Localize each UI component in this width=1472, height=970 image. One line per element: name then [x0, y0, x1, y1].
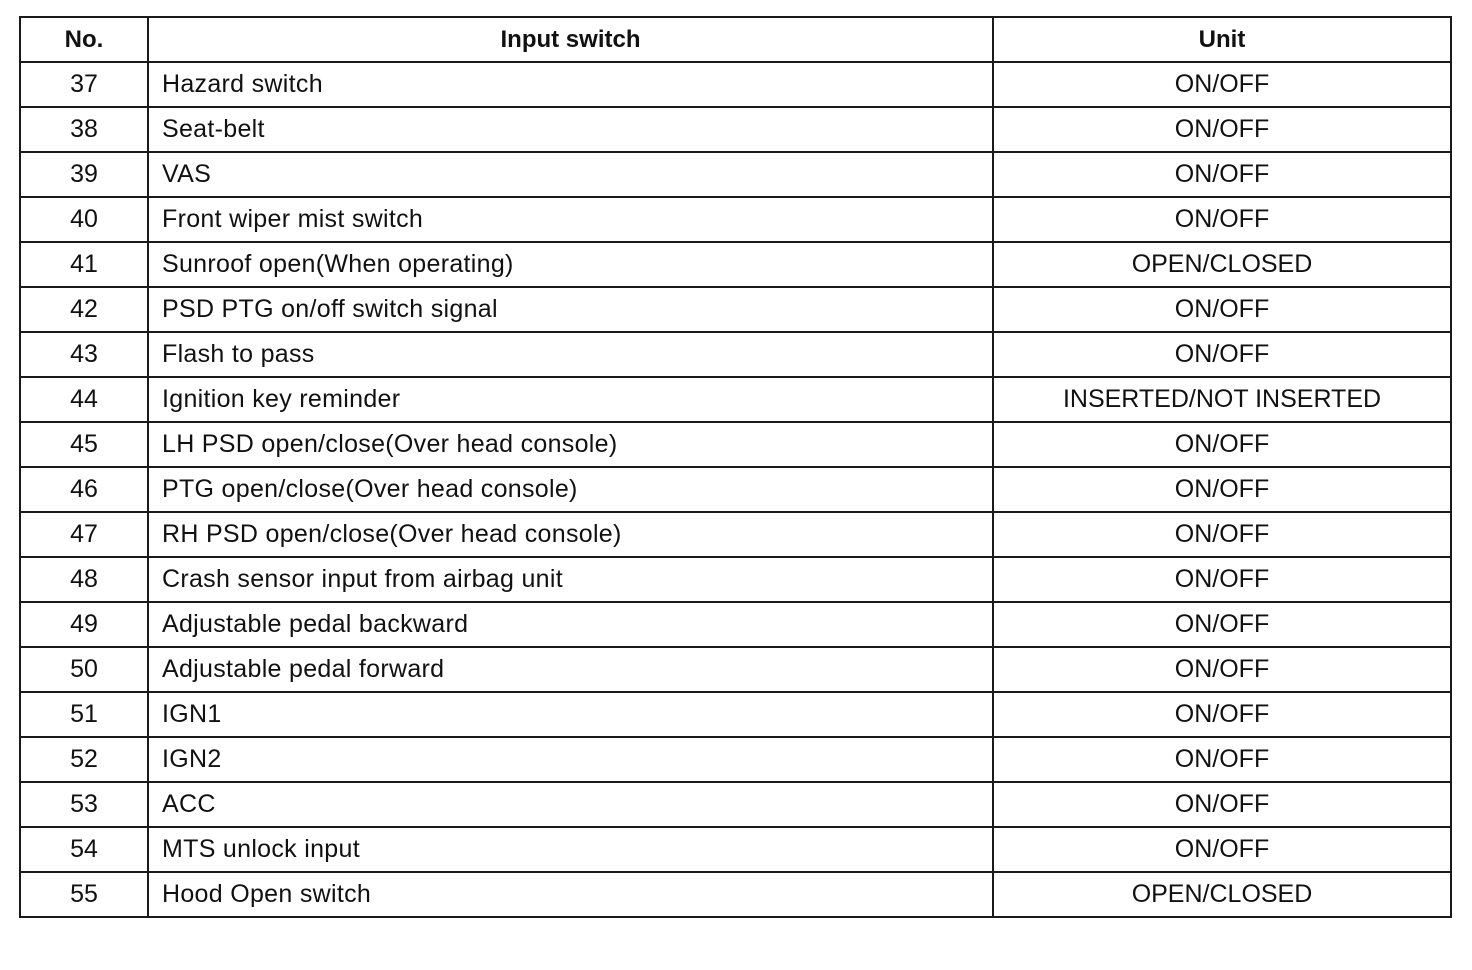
input-switch-cell: IGN2: [148, 737, 993, 782]
row-number-cell: 55: [20, 872, 148, 917]
table-row: [20, 467, 1451, 512]
unit-cell: ON/OFF: [993, 737, 1451, 782]
unit-cell: ON/OFF: [993, 287, 1451, 332]
row-number-cell: 38: [20, 107, 148, 152]
row-number-cell: 42: [20, 287, 148, 332]
input-switch-cell: PTG open/close(Over head console): [148, 467, 993, 512]
row-number-cell: 40: [20, 197, 148, 242]
table-row: [20, 422, 1451, 467]
table-row: [20, 737, 1451, 782]
row-number-cell: 47: [20, 512, 148, 557]
unit-cell: ON/OFF: [993, 647, 1451, 692]
row-number-cell: 51: [20, 692, 148, 737]
table-row: [20, 872, 1451, 917]
input-switch-cell: Sunroof open(When operating): [148, 242, 993, 287]
unit-cell: ON/OFF: [993, 602, 1451, 647]
unit-cell: ON/OFF: [993, 557, 1451, 602]
table-row: [20, 152, 1451, 197]
table-row: [20, 242, 1451, 287]
table-row: [20, 827, 1451, 872]
input-switch-cell: ACC: [148, 782, 993, 827]
input-switch-cell: Hazard switch: [148, 62, 993, 107]
row-number-cell: 53: [20, 782, 148, 827]
unit-cell: ON/OFF: [993, 197, 1451, 242]
row-number-cell: 45: [20, 422, 148, 467]
unit-cell: ON/OFF: [993, 782, 1451, 827]
unit-cell: ON/OFF: [993, 692, 1451, 737]
unit-cell: ON/OFF: [993, 152, 1451, 197]
input-switch-cell: Ignition key reminder: [148, 377, 993, 422]
row-number-cell: 52: [20, 737, 148, 782]
table-row: [20, 287, 1451, 332]
input-switch-cell: Flash to pass: [148, 332, 993, 377]
table-row: [20, 197, 1451, 242]
table-row: [20, 782, 1451, 827]
input-switch-cell: Crash sensor input from airbag unit: [148, 557, 993, 602]
input-switch-cell: Adjustable pedal backward: [148, 602, 993, 647]
unit-cell: ON/OFF: [993, 827, 1451, 872]
row-number-cell: 50: [20, 647, 148, 692]
input-switch-table: [19, 16, 1452, 918]
row-number-cell: 43: [20, 332, 148, 377]
row-number-cell: 41: [20, 242, 148, 287]
input-switch-cell: VAS: [148, 152, 993, 197]
table-row: [20, 512, 1451, 557]
unit-cell: ON/OFF: [993, 467, 1451, 512]
input-switch-cell: Seat-belt: [148, 107, 993, 152]
header-row: [20, 17, 1451, 62]
row-number-cell: 48: [20, 557, 148, 602]
input-switch-cell: Adjustable pedal forward: [148, 647, 993, 692]
table-row: [20, 62, 1451, 107]
header-no: No.: [20, 17, 148, 62]
table-row: [20, 557, 1451, 602]
table-header: [20, 17, 1451, 62]
unit-cell: ON/OFF: [993, 332, 1451, 377]
table-row: [20, 602, 1451, 647]
row-number-cell: 37: [20, 62, 148, 107]
unit-cell: ON/OFF: [993, 512, 1451, 557]
input-switch-cell: RH PSD open/close(Over head console): [148, 512, 993, 557]
unit-cell: OPEN/CLOSED: [993, 242, 1451, 287]
document-page: [19, 16, 1450, 918]
table-row: [20, 107, 1451, 152]
table-row: [20, 377, 1451, 422]
table-row: [20, 332, 1451, 377]
header-unit: Unit: [993, 17, 1451, 62]
input-switch-cell: Hood Open switch: [148, 872, 993, 917]
table-row: [20, 647, 1451, 692]
table-row: [20, 692, 1451, 737]
row-number-cell: 54: [20, 827, 148, 872]
input-switch-cell: PSD PTG on/off switch signal: [148, 287, 993, 332]
unit-cell: OPEN/CLOSED: [993, 872, 1451, 917]
row-number-cell: 49: [20, 602, 148, 647]
input-switch-cell: IGN1: [148, 692, 993, 737]
input-switch-cell: LH PSD open/close(Over head console): [148, 422, 993, 467]
input-switch-cell: MTS unlock input: [148, 827, 993, 872]
input-switch-cell: Front wiper mist switch: [148, 197, 993, 242]
row-number-cell: 44: [20, 377, 148, 422]
header-input-switch: Input switch: [148, 17, 993, 62]
unit-cell: ON/OFF: [993, 62, 1451, 107]
unit-cell: ON/OFF: [993, 422, 1451, 467]
table-body: [20, 62, 1451, 917]
row-number-cell: 39: [20, 152, 148, 197]
unit-cell: ON/OFF: [993, 107, 1451, 152]
row-number-cell: 46: [20, 467, 148, 512]
unit-cell: INSERTED/NOT INSERTED: [993, 377, 1451, 422]
